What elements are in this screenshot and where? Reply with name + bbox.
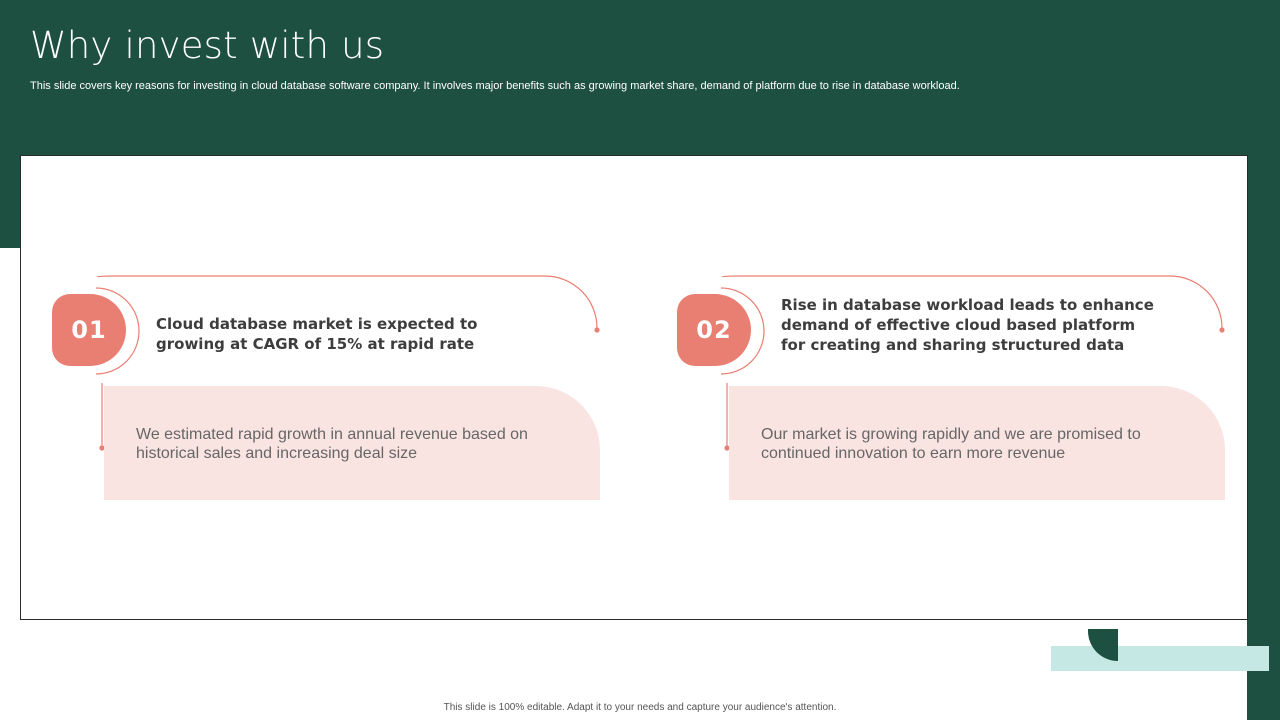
number-badge-2 (677, 294, 751, 366)
card-outline-2 (645, 155, 1245, 415)
number-badge-1 (52, 294, 126, 366)
card-description: We estimated rapid growth in annual revenue based on historical sales and increasing deal size (136, 426, 528, 462)
card-outline-1 (20, 155, 620, 415)
badge-number: 01 (71, 316, 107, 344)
reason-card-1 (20, 155, 620, 462)
footer-note: This slide is 100% editable. Adapt it to your needs and capture your audience's attention. (443, 702, 837, 713)
decorative-bar (1051, 646, 1269, 671)
badge-number: 02 (696, 316, 732, 344)
page-title: Why invest with us (30, 24, 385, 67)
card-description: Our market is growing rapidly and we are promised to continued innovation to earn more revenue (761, 426, 1141, 462)
reason-card-2 (645, 155, 1245, 462)
description-box-1 (104, 386, 600, 500)
page-subtitle: This slide covers key reasons for investing in cloud database software company. It involves major benefits such as growing market share, demand of platform due to rise in database workload. (30, 80, 960, 92)
card-heading: Cloud database market is expected to growing at CAGR of 15% at rapid rate (156, 315, 478, 353)
description-box-2 (729, 386, 1225, 500)
card-heading: Rise in database workload leads to enhance demand of effective cloud based platform for creating and sharing structured data (781, 296, 1154, 354)
